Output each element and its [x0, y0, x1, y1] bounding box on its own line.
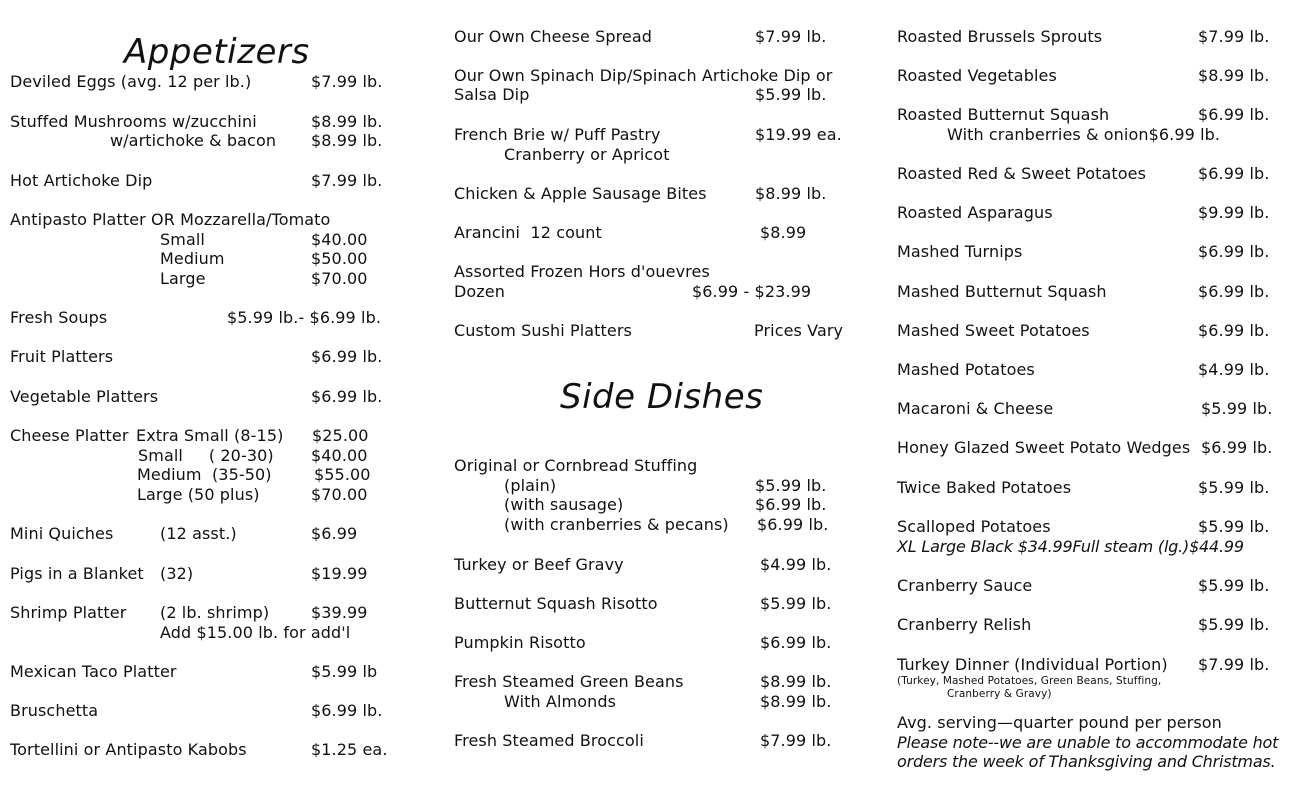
item-price-cranberry-relish: $5.99 lb.	[1198, 615, 1270, 634]
item-price-spinach-dip: $5.99 lb.	[755, 85, 827, 104]
item-price-vegetable-platters: $6.99 lb.	[311, 387, 383, 406]
item-price-gravy: $4.99 lb.	[760, 555, 832, 574]
appetizers-heading: Appetizers	[124, 32, 310, 72]
item-name-pumpkin-risotto: Pumpkin Risotto	[454, 633, 586, 652]
item-name2-spinach-dip: Salsa Dip	[454, 85, 530, 104]
size-label: Large	[160, 269, 206, 288]
item-name-broccoli: Fresh Steamed Broccoli	[454, 731, 644, 750]
item-price-mashed-sweet: $6.99 lb.	[1198, 321, 1270, 340]
item-name-red-sweet-potatoes: Roasted Red & Sweet Potatoes	[897, 164, 1147, 183]
item-name-wedges: Honey Glazed Sweet Potato Wedges	[897, 438, 1191, 457]
item-price-roasted-squash: $6.99 lb.	[1198, 105, 1270, 124]
item-price-mashed-potatoes: $4.99 lb.	[1198, 360, 1270, 379]
item-name-fresh-soups: Fresh Soups	[10, 308, 108, 327]
item-variant-roasted-squash: With cranberries & onion$6.99 lb.	[947, 125, 1221, 144]
item-price-green-beans: $8.99 lb.	[760, 672, 832, 691]
item-name-deviled-eggs: Deviled Eggs (avg. 12 per lb.)	[10, 72, 252, 91]
item-price-hot-artichoke-dip: $7.99 lb.	[311, 171, 383, 190]
item-note-shrimp-platter: Add $15.00 lb. for add'l	[160, 623, 351, 642]
size-label: Small ( 20-30)	[138, 446, 274, 465]
item-price-turkey-dinner: $7.99 lb.	[1198, 655, 1270, 674]
size-label: Medium (35-50)	[137, 465, 272, 484]
item-name-shrimp-platter: Shrimp Platter	[10, 603, 127, 622]
item-variant-price-stuffed-mushrooms: $8.99 lb.	[311, 131, 383, 150]
size-price: $70.00	[311, 269, 368, 288]
item-name-twice-baked: Twice Baked Potatoes	[897, 478, 1072, 497]
item-name-cheese-platter: Cheese Platter	[10, 426, 129, 445]
item-price-stuffed-mushrooms: $8.99 lb.	[311, 112, 383, 131]
item-price-mashed-turnips: $6.99 lb.	[1198, 242, 1270, 261]
item-price-red-sweet-potatoes: $6.99 lb.	[1198, 164, 1270, 183]
item-name-cranberry-relish: Cranberry Relish	[897, 615, 1032, 634]
item-name-turkey-dinner: Turkey Dinner (Individual Portion)	[897, 655, 1168, 674]
item-name-antipasto-platter: Antipasto Platter OR Mozzarella/Tomato	[10, 210, 331, 229]
side-dishes-heading: Side Dishes	[560, 377, 764, 417]
size-price: $40.00	[311, 230, 368, 249]
item-name-tortellini: Tortellini or Antipasto Kabobs	[10, 740, 247, 759]
item-name-bruschetta: Bruschetta	[10, 701, 99, 720]
item-price-pumpkin-risotto: $6.99 lb.	[760, 633, 832, 652]
item-name-brussels: Roasted Brussels Sprouts	[897, 27, 1103, 46]
item-name-mac-cheese: Macaroni & Cheese	[897, 399, 1054, 418]
item-name-french-brie: French Brie w/ Puff Pastry	[454, 125, 661, 144]
disclaimer-line-1: Please note--we are unable to accommodate hot	[897, 733, 1279, 752]
item-name-spinach-dip: Our Own Spinach Dip/Spinach Artichoke Dip or	[454, 66, 833, 85]
option-label: (with cranberries & pecans)	[504, 515, 729, 534]
size-price: $50.00	[311, 249, 368, 268]
item-price-mac-cheese: $5.99 lb.	[1201, 399, 1273, 418]
item-price-wedges: $6.99 lb.	[1201, 438, 1273, 457]
item-variant-price-green-beans: $8.99 lb.	[760, 692, 832, 711]
item-price-bruschetta: $6.99 lb.	[311, 701, 383, 720]
item-name-mexican-taco: Mexican Taco Platter	[10, 662, 177, 681]
item-name-gravy: Turkey or Beef Gravy	[454, 555, 624, 574]
item-price-asparagus: $9.99 lb.	[1198, 203, 1270, 222]
item-name-mashed-potatoes: Mashed Potatoes	[897, 360, 1035, 379]
item-name-mashed-sweet: Mashed Sweet Potatoes	[897, 321, 1090, 340]
item-price-brussels: $7.99 lb.	[1198, 27, 1270, 46]
item-detail-pigs-in-blanket: (32)	[160, 564, 194, 583]
item-price-butternut-risotto: $5.99 lb.	[760, 594, 832, 613]
item-price-pigs-in-blanket: $19.99	[311, 564, 368, 583]
item-name-roasted-vegetables: Roasted Vegetables	[897, 66, 1057, 85]
item-name-butternut-risotto: Butternut Squash Risotto	[454, 594, 658, 613]
item-name-cheese-spread: Our Own Cheese Spread	[454, 27, 653, 46]
item-price-twice-baked: $5.99 lb.	[1198, 478, 1270, 497]
item-price-broccoli: $7.99 lb.	[760, 731, 832, 750]
size-label: Small	[160, 230, 205, 249]
serving-note: Avg. serving—quarter pound per person	[897, 713, 1222, 732]
item-price-mini-quiches: $6.99	[311, 524, 358, 543]
option-label: (plain)	[504, 476, 557, 495]
item-price-shrimp-platter: $39.99	[311, 603, 368, 622]
item-name-roasted-squash: Roasted Butternut Squash	[897, 105, 1110, 124]
item-price-tortellini: $1.25 ea.	[311, 740, 388, 759]
item-variant-green-beans: With Almonds	[504, 692, 617, 711]
item-price-cranberry-sauce: $5.99 lb.	[1198, 576, 1270, 595]
disclaimer-line-2: orders the week of Thanksgiving and Christmas.	[897, 752, 1276, 771]
item-name-fruit-platters: Fruit Platters	[10, 347, 114, 366]
item-variant-stuffed-mushrooms: w/artichoke & bacon	[110, 131, 277, 150]
item-name-hot-artichoke-dip: Hot Artichoke Dip	[10, 171, 153, 190]
size-price: $70.00	[311, 485, 368, 504]
size-label: Large (50 plus)	[137, 485, 260, 504]
item-price-mashed-squash: $6.99 lb.	[1198, 282, 1270, 301]
option-price: $6.99 lb.	[757, 515, 829, 534]
size-label: Extra Small (8-15)	[136, 426, 284, 445]
item-name-stuffed-mushrooms: Stuffed Mushrooms w/zucchini	[10, 112, 257, 131]
item-name2-hors-doeuvres: Dozen	[454, 282, 505, 301]
item-detail-mini-quiches: (12 asst.)	[160, 524, 237, 543]
item-price-roasted-vegetables: $8.99 lb.	[1198, 66, 1270, 85]
item-name-green-beans: Fresh Steamed Green Beans	[454, 672, 684, 691]
item-note-scalloped: XL Large Black $34.99Full steam (lg.)$44.99	[897, 537, 1244, 556]
item-name-hors-doeuvres: Assorted Frozen Hors d'ouevres	[454, 262, 710, 281]
item-name-sausage-bites: Chicken & Apple Sausage Bites	[454, 184, 707, 203]
item-price-hors-doeuvres: $6.99 - $23.99	[692, 282, 812, 301]
item-price-sausage-bites: $8.99 lb.	[755, 184, 827, 203]
size-price: $25.00	[312, 426, 369, 445]
option-price: $6.99 lb.	[755, 495, 827, 514]
item-detail-shrimp-platter: (2 lb. shrimp)	[160, 603, 270, 622]
option-price: $5.99 lb.	[755, 476, 827, 495]
item-price-mexican-taco: $5.99 lb	[311, 662, 378, 681]
item-detail-turkey-dinner: (Turkey, Mashed Potatoes, Green Beans, Stuffing,	[897, 675, 1162, 687]
option-label: (with sausage)	[504, 495, 624, 514]
item-price-scalloped: $5.99 lb.	[1198, 517, 1270, 536]
item-name-stuffing: Original or Cornbread Stuffing	[454, 456, 698, 475]
item-name-mashed-squash: Mashed Butternut Squash	[897, 282, 1107, 301]
item-name-cranberry-sauce: Cranberry Sauce	[897, 576, 1033, 595]
item-detail2-turkey-dinner: Cranberry & Gravy)	[947, 688, 1052, 700]
item-price-fruit-platters: $6.99 lb.	[311, 347, 383, 366]
item-name-sushi: Custom Sushi Platters	[454, 321, 632, 340]
item-name-vegetable-platters: Vegetable Platters	[10, 387, 159, 406]
size-price: $40.00	[311, 446, 368, 465]
item-name-pigs-in-blanket: Pigs in a Blanket	[10, 564, 144, 583]
item-price-french-brie: $19.99 ea.	[755, 125, 842, 144]
item-name-scalloped: Scalloped Potatoes	[897, 517, 1051, 536]
item-name-asparagus: Roasted Asparagus	[897, 203, 1053, 222]
size-price: $55.00	[314, 465, 371, 484]
item-name-mashed-turnips: Mashed Turnips	[897, 242, 1023, 261]
item-name-mini-quiches: Mini Quiches	[10, 524, 114, 543]
item-price-deviled-eggs: $7.99 lb.	[311, 72, 383, 91]
item-price-cheese-spread: $7.99 lb.	[755, 27, 827, 46]
item-name-arancini: Arancini 12 count	[454, 223, 602, 242]
item-price-sushi: Prices Vary	[754, 321, 844, 340]
item-price-fresh-soups: $5.99 lb.- $6.99 lb.	[227, 308, 382, 327]
size-label: Medium	[160, 249, 225, 268]
item-variant-french-brie: Cranberry or Apricot	[504, 145, 670, 164]
item-price-arancini: $8.99	[760, 223, 807, 242]
